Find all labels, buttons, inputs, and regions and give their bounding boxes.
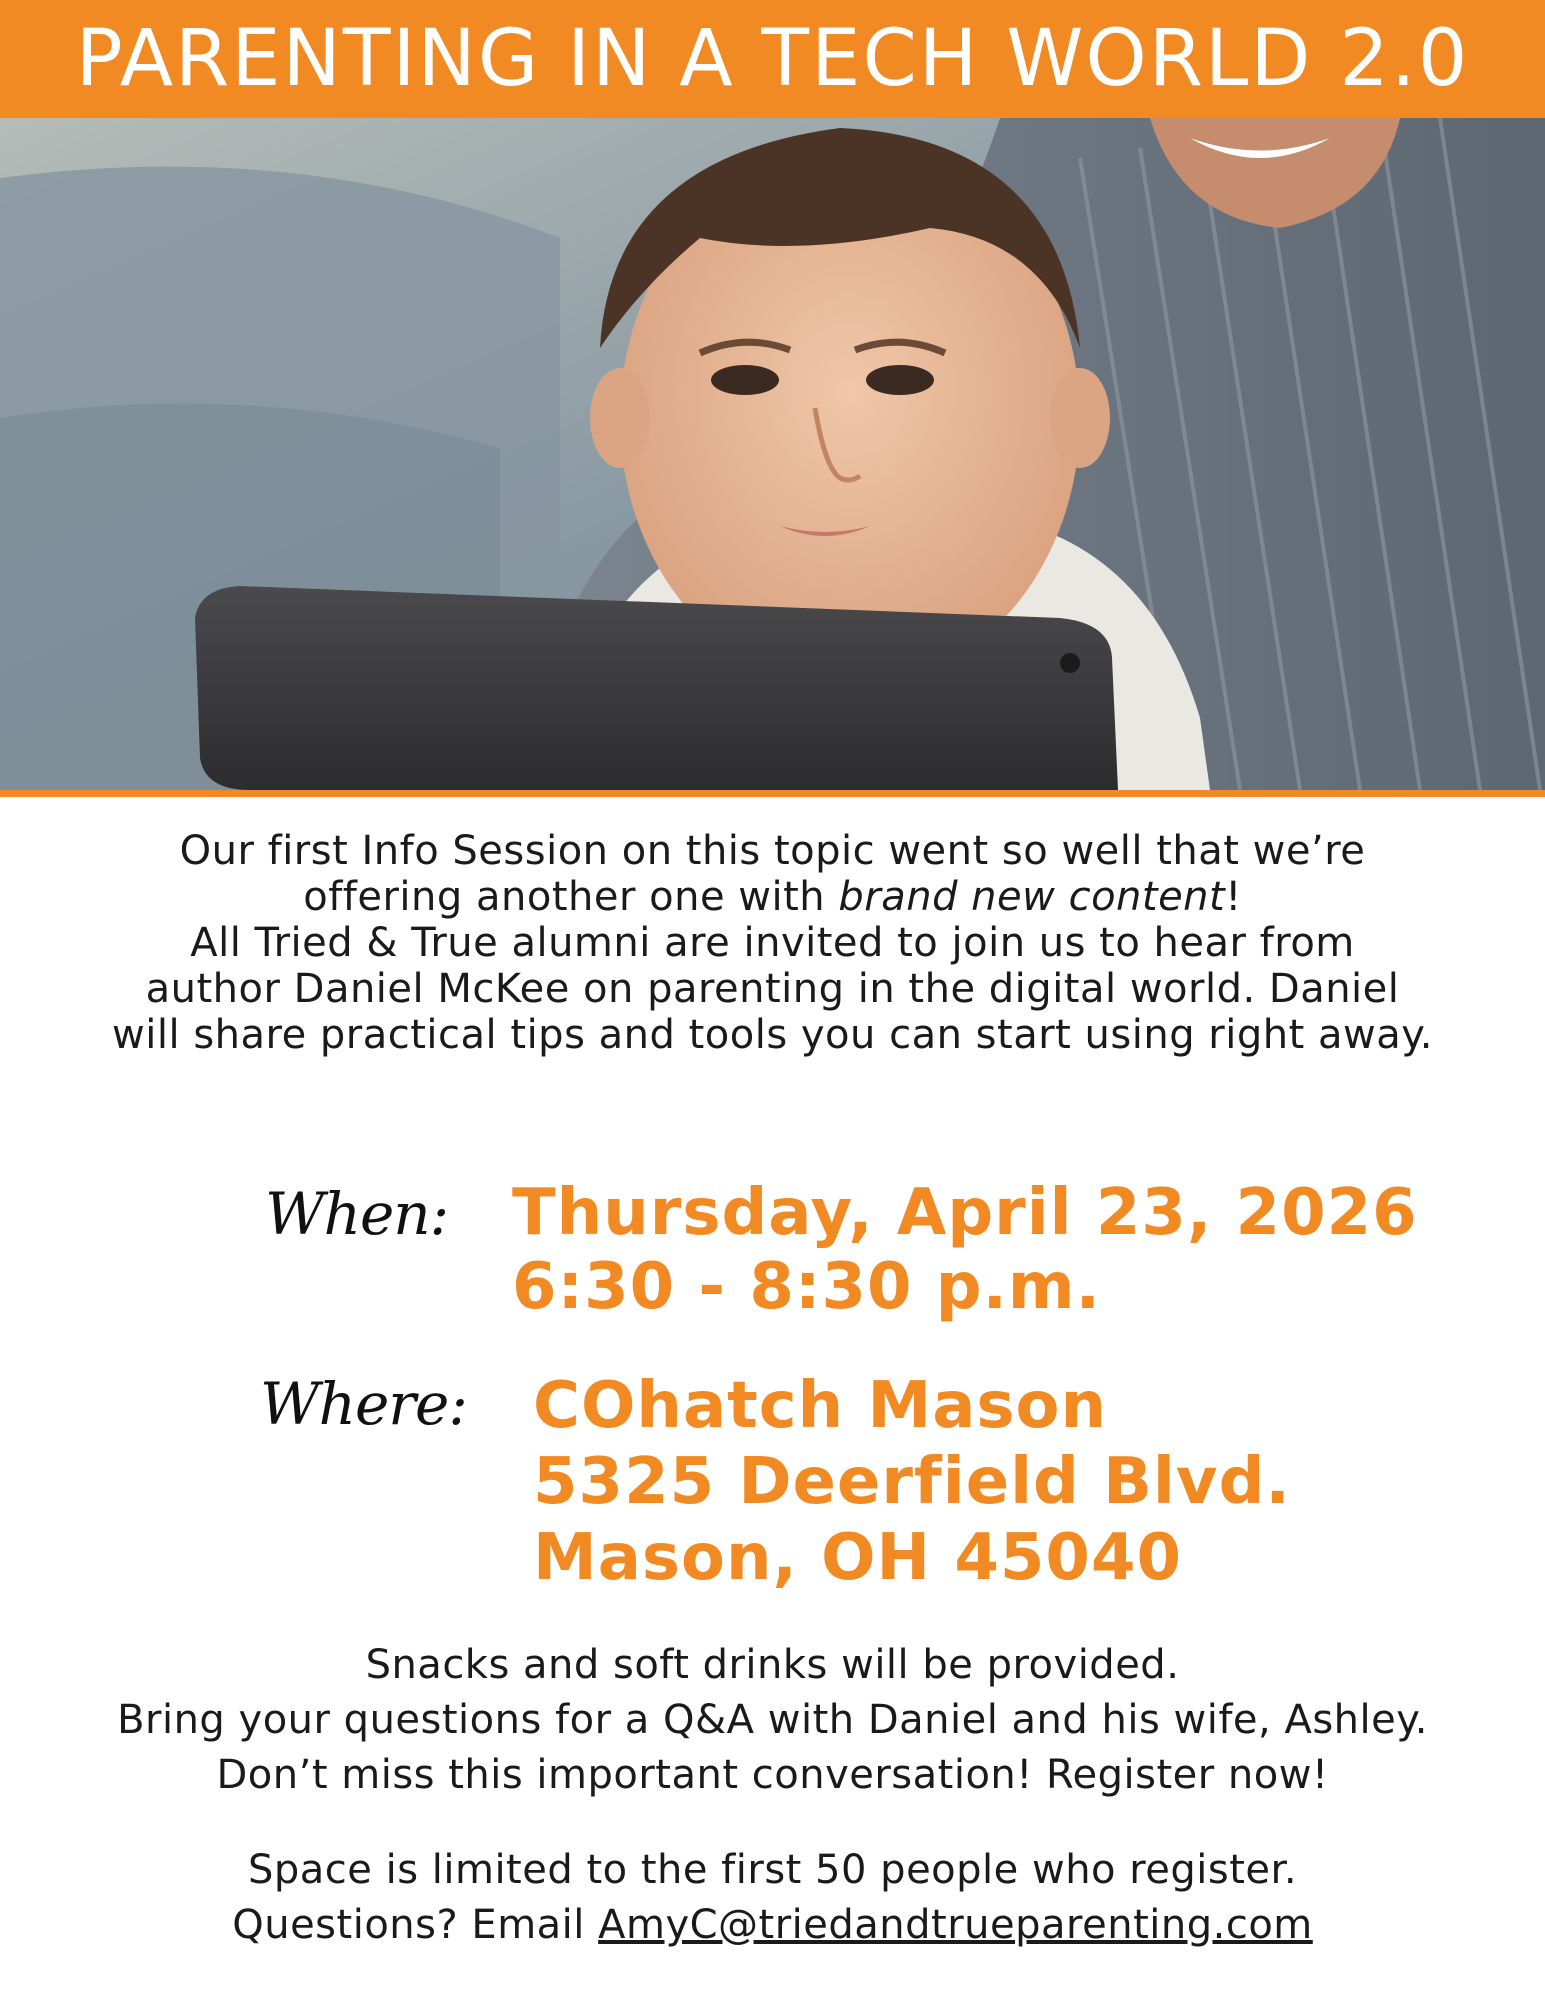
- when-label: When:: [265, 1180, 449, 1248]
- intro-text: !: [1225, 874, 1242, 920]
- intro-emphasis: brand new content: [838, 874, 1226, 920]
- title-banner: [0, 0, 1545, 118]
- when-details: [512, 1176, 1418, 1324]
- intro-line: will share practical tips and tools you can start using right away.: [112, 1012, 1433, 1058]
- venue-city: Mason, OH 45040: [533, 1521, 1182, 1595]
- venue-name: COhatch Mason: [533, 1369, 1107, 1443]
- where-label: Where:: [260, 1370, 467, 1438]
- accent-divider: [0, 790, 1545, 797]
- intro-paragraph: [40, 828, 1505, 1058]
- contact-paragraph: [40, 1843, 1505, 1953]
- details-paragraph: [40, 1638, 1505, 1803]
- event-time: 6:30 - 8:30 p.m.: [512, 1250, 1101, 1324]
- event-date: Thursday, April 23, 2026: [512, 1176, 1418, 1250]
- contact-line: Space is limited to the first 50 people who register.: [247, 1847, 1298, 1893]
- details-line: Don’t miss this important conversation! Register now!: [216, 1752, 1329, 1798]
- intro-line: Our first Info Session on this topic went so well that we’re: [179, 828, 1366, 874]
- intro-line: author Daniel McKee on parenting in the digital world. Daniel: [145, 966, 1400, 1012]
- details-line: Snacks and soft drinks will be provided.: [365, 1642, 1180, 1688]
- where-details: [533, 1368, 1291, 1596]
- email-link[interactable]: AmyC@triedandtrueparenting.com: [598, 1902, 1313, 1948]
- details-line: Bring your questions for a Q&A with Daniel and his wife, Ashley.: [117, 1697, 1428, 1743]
- child-with-tablet-photo: [0, 118, 1545, 790]
- contact-prefix: Questions? Email: [232, 1902, 599, 1948]
- venue-street: 5325 Deerfield Blvd.: [533, 1445, 1291, 1519]
- contact-line: [40, 1898, 1505, 1953]
- intro-line: [40, 874, 1505, 920]
- page-title: PARENTING IN A TECH WORLD 2.0: [75, 14, 1470, 104]
- intro-text: offering another one with: [303, 874, 839, 920]
- intro-line: All Tried & True alumni are invited to join us to hear from: [190, 920, 1355, 966]
